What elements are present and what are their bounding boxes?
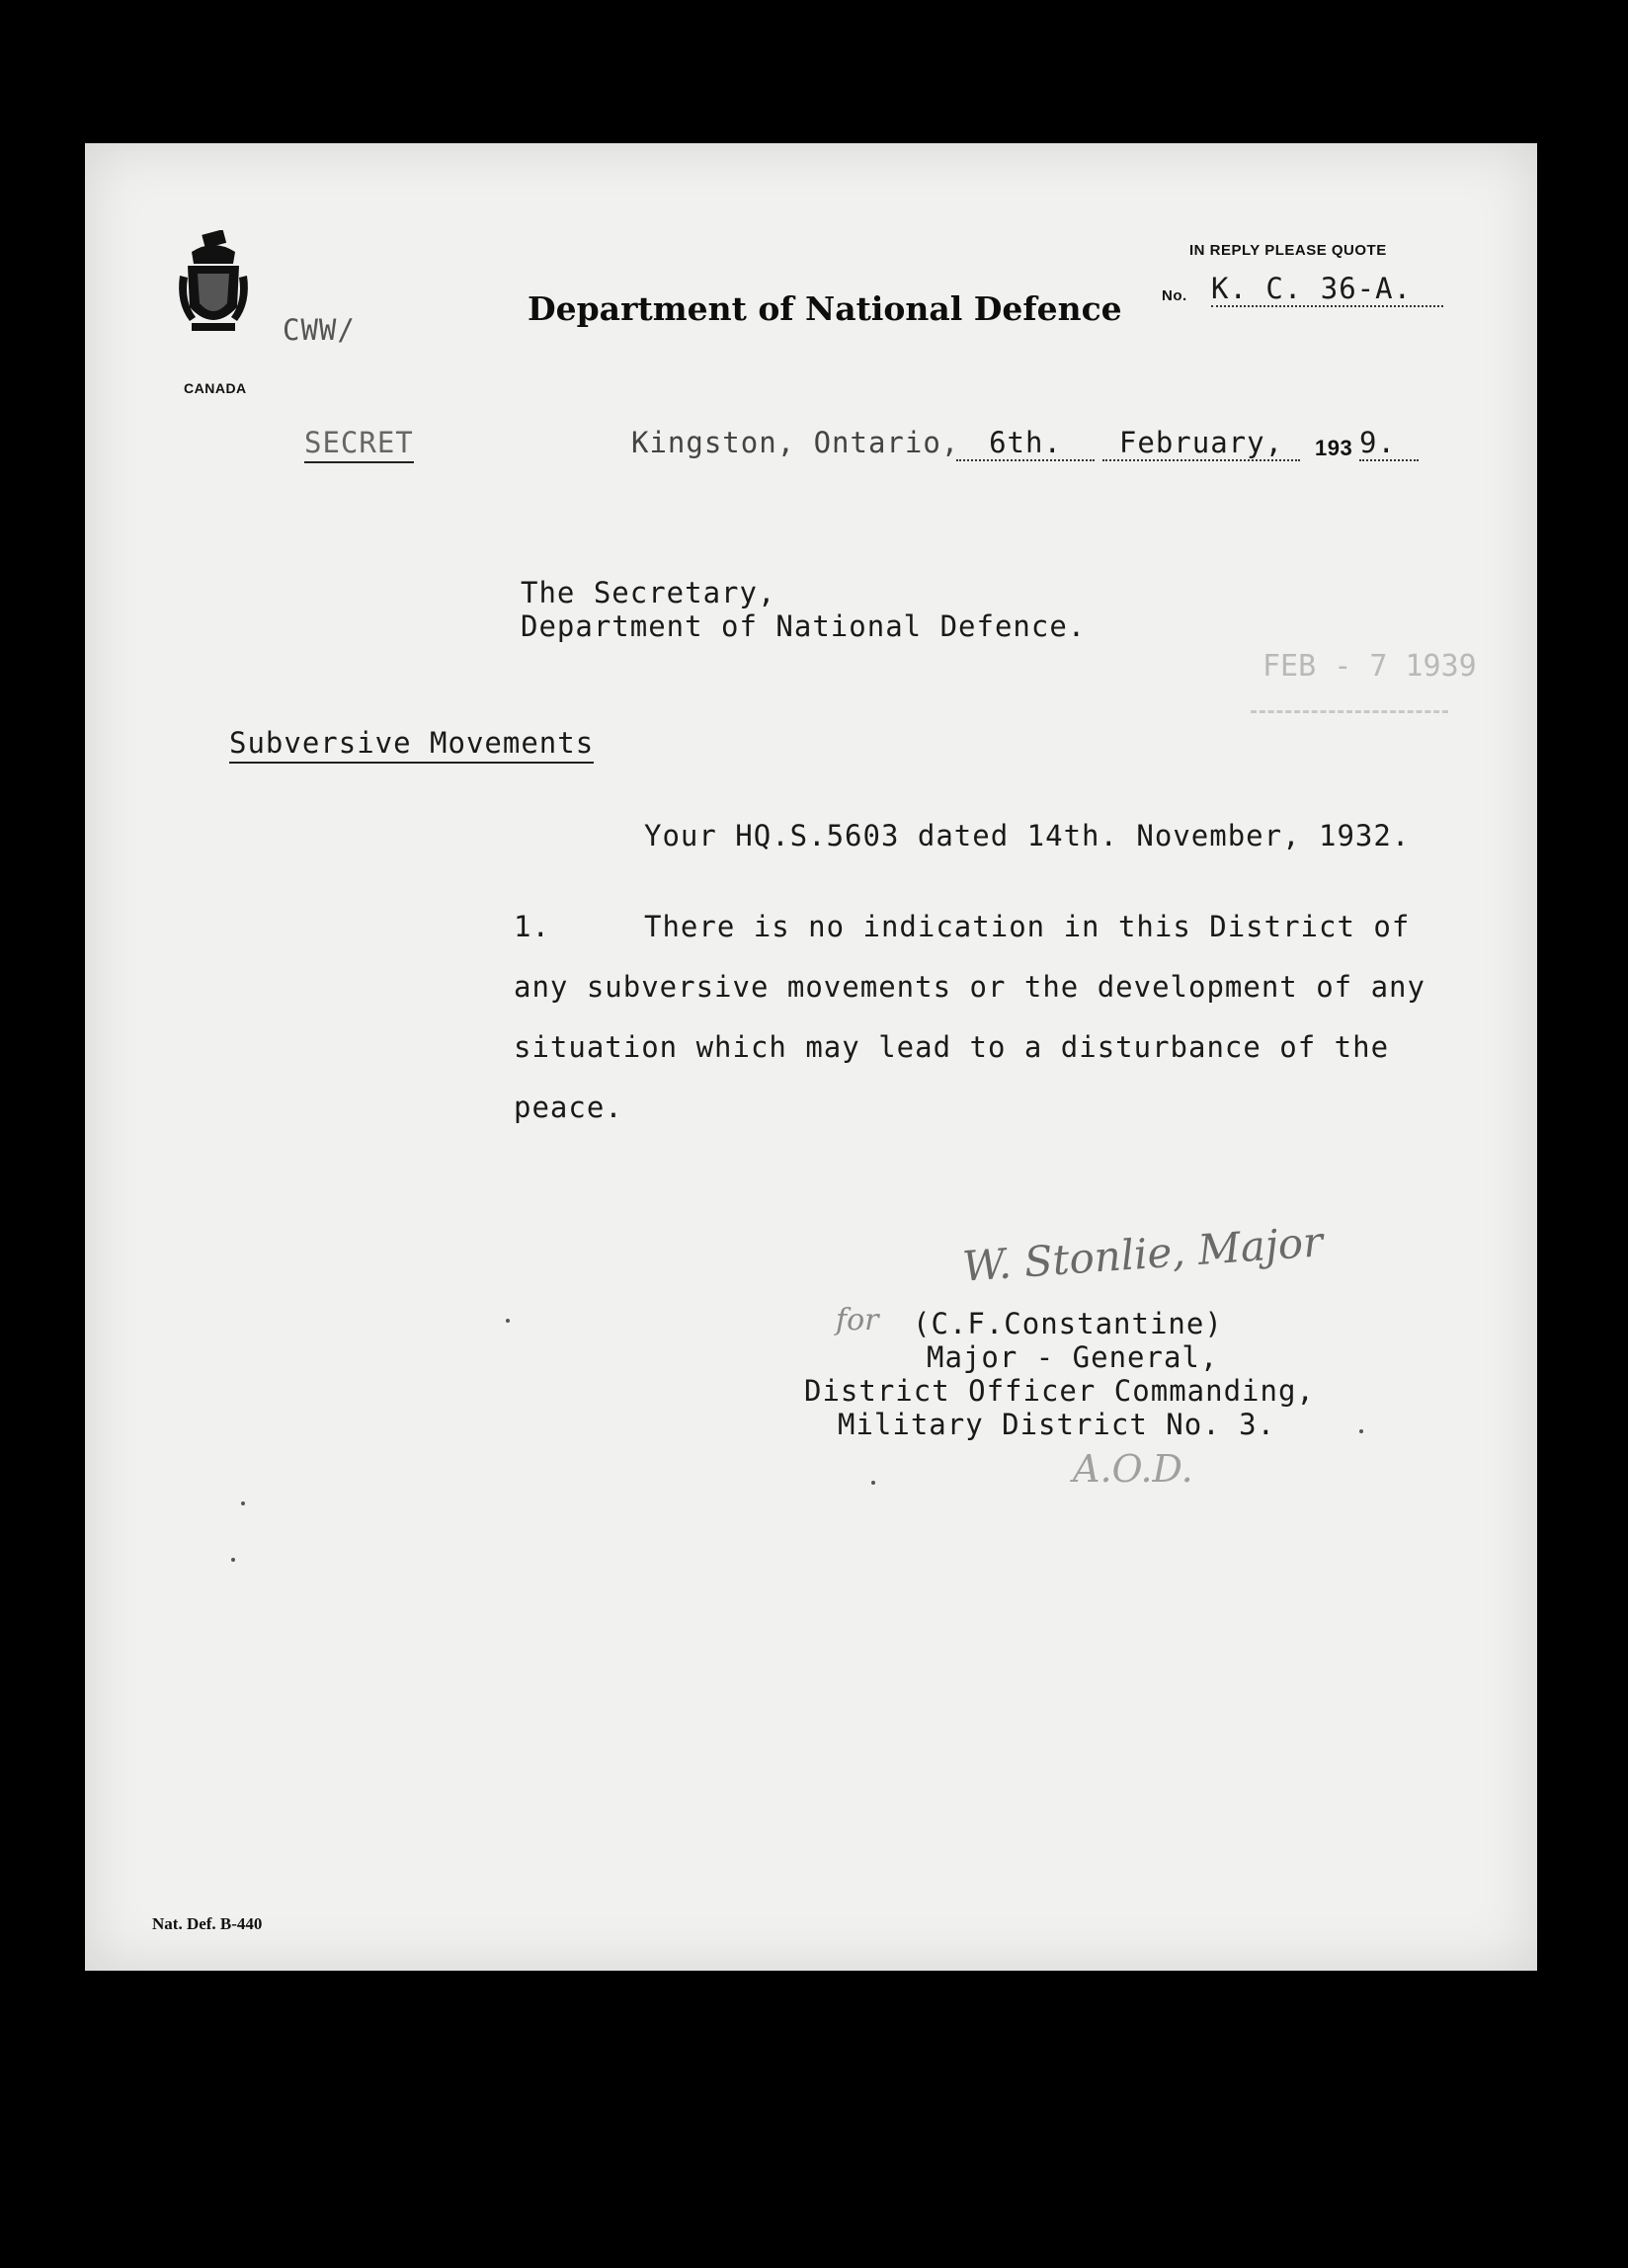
signatory-rank: Major - General, bbox=[927, 1340, 1219, 1374]
classification: SECRET bbox=[304, 426, 414, 463]
pencil-note: A.O.D. bbox=[1073, 1447, 1193, 1491]
paragraph-number: 1. bbox=[514, 910, 550, 943]
canada-crest-icon bbox=[174, 230, 253, 368]
received-stamp: FEB - 7 1939 bbox=[1262, 649, 1477, 684]
year-suffix: 9. bbox=[1359, 426, 1419, 461]
paper-speck bbox=[1359, 1429, 1363, 1433]
handwritten-for: for bbox=[836, 1303, 879, 1337]
place: Kingston, Ontario, bbox=[631, 426, 960, 459]
paper-speck bbox=[506, 1319, 510, 1323]
letter-page bbox=[85, 143, 1537, 1971]
signatory-name: (C.F.Constantine) bbox=[913, 1307, 1223, 1340]
body-line-3: situation which may lead to a disturbance of the bbox=[514, 1030, 1390, 1064]
handwritten-signature: W. Stonlie, Major bbox=[960, 1217, 1325, 1291]
file-number: K. C. 36-A. bbox=[1211, 272, 1443, 307]
subject-line: Subversive Movements bbox=[229, 726, 594, 764]
department-heading: Department of National Defence bbox=[528, 289, 1122, 328]
body-line-1: There is no indication in this District of bbox=[644, 910, 1411, 943]
addressee-line2: Department of National Defence. bbox=[521, 609, 1087, 643]
reference-line: Your HQ.S.5603 dated 14th. November, 1932. bbox=[644, 819, 1411, 852]
file-number-label: No. bbox=[1162, 287, 1187, 304]
paper-speck bbox=[871, 1481, 875, 1485]
addressee-line1: The Secretary, bbox=[521, 576, 776, 609]
typist-initials: CWW/ bbox=[283, 313, 356, 347]
paper-speck bbox=[241, 1501, 245, 1505]
body-line-4: peace. bbox=[514, 1091, 623, 1124]
body-line-2: any subversive movements or the development of any bbox=[514, 970, 1425, 1004]
stamp-mark bbox=[1251, 694, 1448, 713]
year-prefix: 193 bbox=[1315, 436, 1353, 460]
signatory-district: Military District No. 3. bbox=[838, 1408, 1276, 1441]
date-day: 6th. bbox=[956, 426, 1095, 461]
reply-quote-label: IN REPLY PLEASE QUOTE bbox=[1189, 242, 1387, 259]
paper-speck bbox=[231, 1558, 235, 1562]
signatory-title: District Officer Commanding, bbox=[804, 1374, 1315, 1408]
date-month: February, bbox=[1102, 426, 1300, 461]
crest-label: CANADA bbox=[184, 380, 247, 396]
form-number: Nat. Def. B-440 bbox=[152, 1914, 263, 1933]
